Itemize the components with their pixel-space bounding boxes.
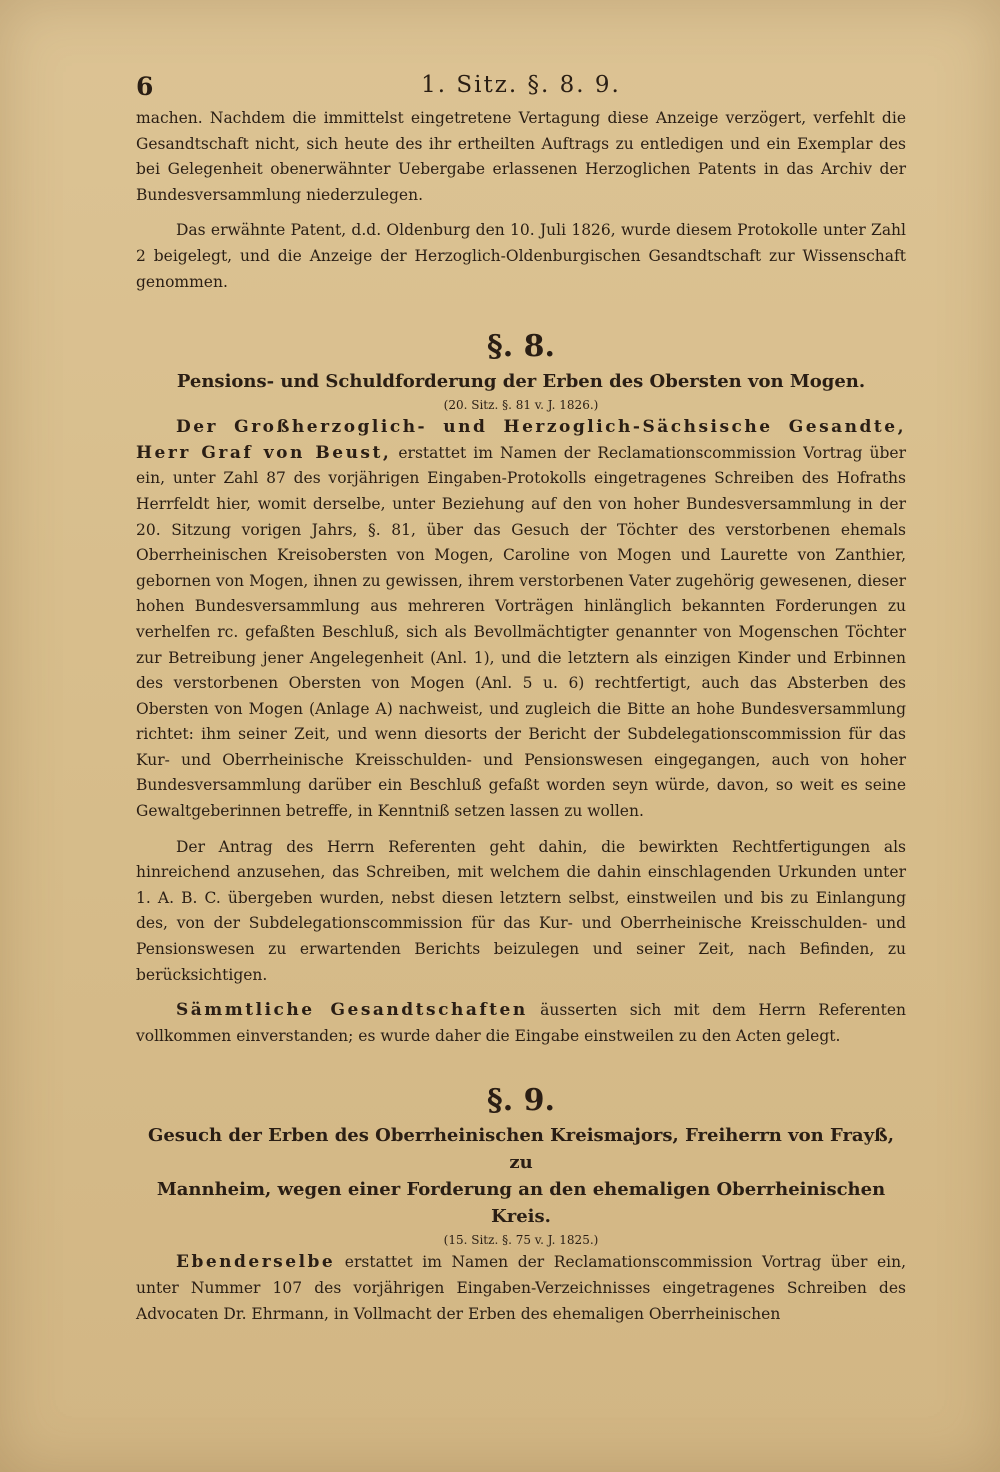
section-8-speaker: Der Großherzoglich- und Herzoglich-Sächsische Gesandte, Herr Graf von Beust, [136, 417, 906, 463]
section-8-paragraph-3 [136, 998, 906, 1049]
section-8-paragraph-2: Der Antrag des Herrn Referenten geht dahin, die bewirkten Rechtfertigungen als hinreichend anzusehen, das Schreiben, mit welchem die dahin einschlagenden Urkunden unter 1. A. B. C. übergeben wurden, nebst diesen letztern selbst, einstweilen und bis zu Einlangung des, von der Subdelegationscommission für das Kur- und Oberrheinische Kreisschulden- und Pensionswesen zu erwartenden Berichts beizulegen und seiner Zeit, nach Befinden, zu berücksichtigen. [136, 837, 906, 984]
running-head: 1. Sitz. §. 8. 9. [421, 72, 621, 98]
section-9-title-line-1: Gesuch der Erben des Oberrheinischen Kreismajors, Freiherrn von Frayß, zu [147, 1125, 894, 1174]
section-8-paragraph-1-text: erstattet im Namen der Reclamationscommission Vortrag über ein, unter Zahl 87 des vorjährigen Eingaben-Protokolls eingetragenes Schreiben des Hofraths Herrfeldt hier, womit derselbe, unter Beziehung auf den von hoher Bundesversammlung in der 20. Sitzung vorigen Jahrs, §. 81, über das Gesuch der Töchter des verstorbenen ehemals Oberrheinischen Kreisobersten von Mogen, Caroline von Mogen und Laurette von Zanthier, gebornen von Mogen, ihnen zu gewissen, ihrem verstorbenen Vater zugehörig gewesenen, dieser hohen Bundesversammlung aus mehreren Vorträgen hinlänglich bekannten Forderungen zu verhelfen rc. gefaßten Beschluß, sich als Bevollmächtigter genannter von Mogenschen Töchter zur Betreibung jener Angelegenheit (Anl. 1), und die letztern als einzigen Kinder und Erbinnen des verstorbenen Obersten von Mogen (Anl. 5 u. 6) rechtfertigt, auch das Absterben des Obersten von Mogen (Anlage A) nachweist, und zugleich die Bitte an hohe Bundesversammlung richtet: ihm seiner Zeit, und wenn diesorts der Bericht der Subdelegationscommission für das Kur- und Oberrheinische Kreisschulden- und Pensionswesen eingegangen, auch von hoher Bundesversammlung darüber ein Beschluß gefaßt worden seyn würde, davon, so weit es seine Gewaltgeberinnen betreffe, in Kenntniß setzen lassen zu wollen. [136, 443, 906, 821]
intro-paragraph-1: machen. Nachdem die immittelst eingetretene Vertagung diese Anzeige verzögert, verfehlt die Gesandtschaft nicht, sich heute des ihr ertheilten Auftrags zu entledigen und ein Exemplar des bei Gelegenheit obenerwähnter Uebergabe erlassenen Herzoglichen Patents in das Archiv der Bundesversammlung niederzulegen. [136, 109, 906, 204]
section-8-reference: (20. Sitz. §. 81 v. J. 1826.) [443, 398, 599, 413]
section-9-reference: (15. Sitz. §. 75 v. J. 1825.) [443, 1233, 599, 1248]
section-9-paragraph-1-text: erstattet im Namen der Reclamationscommission Vortrag über ein, unter Nummer 107 des vorjährigen Eingaben-Verzeichnisses eingetragenes Schreiben des Advocaten Dr. Ehrmann, in Vollmacht der Erben des ehemaligen Oberrheinischen [136, 1253, 906, 1323]
section-9-heading: §. 9. [487, 1083, 555, 1119]
section-8-delegations: Sämmtliche Gesandtschaften [176, 1000, 528, 1021]
section-8-heading: §. 8. [487, 329, 555, 365]
section-9-paragraph-1 [136, 1250, 906, 1327]
section-9-speaker: Ebenderselbe [176, 1252, 336, 1273]
section-8-title: Pensions- und Schuldforderung der Erben des Obersten von Mogen. [176, 371, 866, 393]
page-content [136, 72, 906, 1327]
section-8-paragraph-1 [136, 415, 906, 825]
section-8-paragraph-3-text: äusserten sich mit dem Herrn Referenten vollkommen einverstanden; es wurde daher die Eingabe einstweilen zu den Acten gelegt. [136, 1001, 907, 1045]
section-9-title-line-2: Mannheim, wegen einer Forderung an den ehemaligen Oberrheinischen Kreis. [156, 1179, 886, 1228]
page-header [136, 72, 906, 106]
intro-paragraph-2: Das erwähnte Patent, d.d. Oldenburg den 10. Juli 1826, wurde diesem Protokolle unter Zahl 2 beigelegt, und die Anzeige der Herzoglich-Oldenburgischen Gesandtschaft zur Wissenschaft genommen. [136, 221, 906, 291]
page-number: 6 [136, 72, 154, 101]
